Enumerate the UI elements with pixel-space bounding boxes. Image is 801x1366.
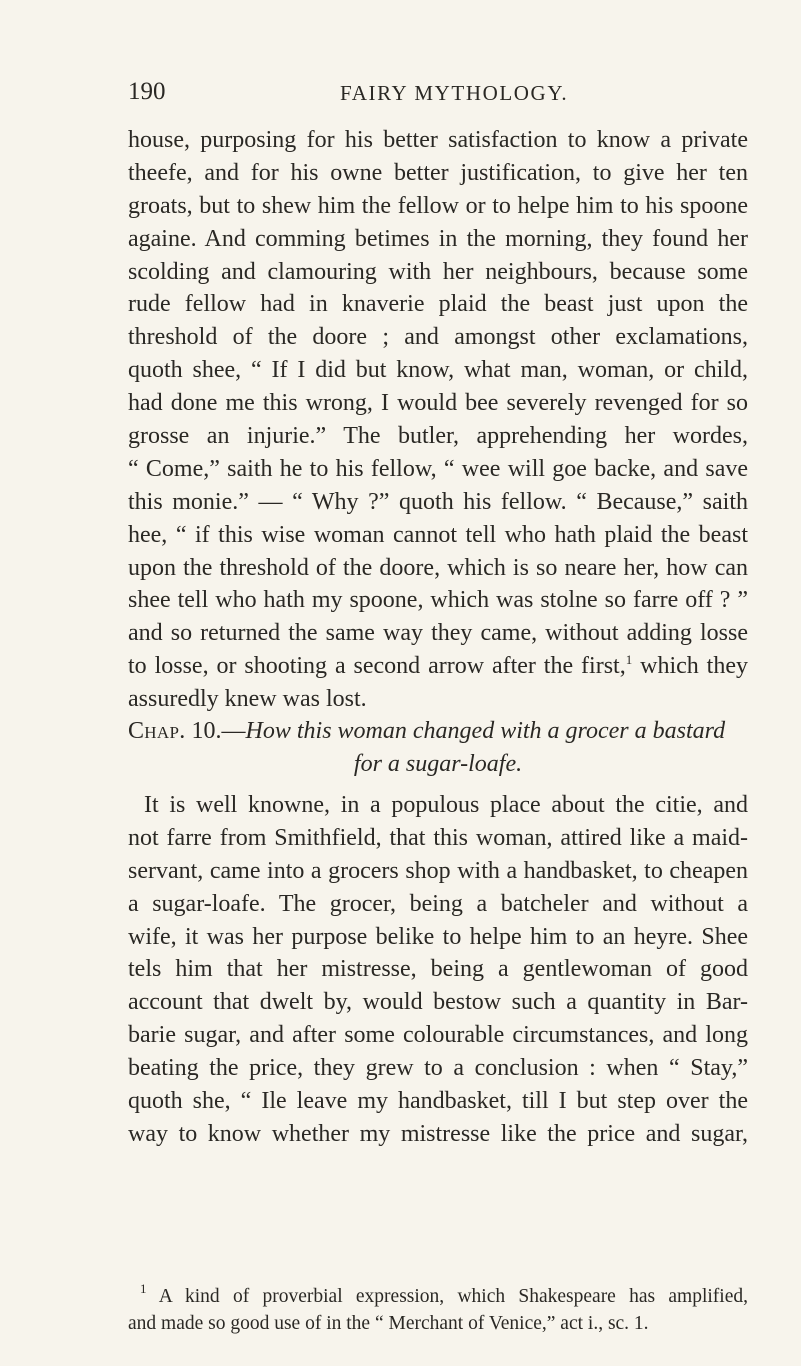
text-segment: which they [632, 653, 748, 680]
text-line: shee tell who hath my spoone, which was stolne so farre off ? ” [128, 587, 748, 614]
running-title: FAIRY MYTHOLOGY. [340, 81, 569, 105]
footnote-marker: 1 [140, 1281, 147, 1296]
text-line: not farre from Smithfield, that this woman, attired like a maid- [128, 824, 748, 851]
text-line: way to know whether my mistresse like the price and sugar, [128, 1120, 748, 1147]
text-line: rude fellow had in knaverie plaid the beast just upon the [128, 291, 748, 318]
text-line: It is well knowne, in a populous place about the citie, and [144, 792, 748, 818]
text-line: account that dwelt by, would bestow such a quantity in Bar- [128, 989, 748, 1016]
text-line: “ Come,” saith he to his fellow, “ wee will goe backe, and save [128, 455, 748, 482]
text-line: barie sugar, and after some colourable circumstances, and long [128, 1022, 748, 1049]
text-line: quoth shee, “ If I did but know, what man, woman, or child, [128, 357, 748, 384]
chapter-dash: — [221, 718, 246, 744]
chapter-label: Chap. [128, 718, 186, 744]
text-line-with-footnote [128, 650, 748, 683]
text-line: a sugar-loafe. The grocer, being a batcheler and without a [128, 890, 748, 917]
text-line: house, purposing for his better satisfaction to know a private [128, 127, 748, 153]
text-line: had done me this wrong, I would bee severely revenged for so [128, 390, 748, 417]
text-line: and so returned the same way they came, without adding losse [128, 620, 748, 647]
footnote-text: A kind of proverbial expression, which Shakespeare has amplified, [146, 1286, 748, 1307]
footnote-line [128, 1283, 748, 1310]
chapter-number: 10. [191, 718, 222, 744]
text-line: wife, it was her purpose belike to helpe him to an heyre. Shee [128, 923, 748, 950]
footnote-line: and made so good use of in the “ Merchant of Venice,” act i., sc. 1. [128, 1313, 649, 1334]
text-line: tels him that her mistresse, being a gentlewoman of good [128, 956, 748, 983]
footnote-reference[interactable]: 1 [625, 652, 633, 668]
text-line: beating the price, they grew to a conclusion : when “ Stay,” [128, 1055, 748, 1082]
text-line: assuredly knew was lost. [128, 686, 367, 713]
text-line: againe. And comming betimes in the morning, they found her [128, 225, 748, 252]
text-line: threshold of the doore ; and amongst other exclamations, [128, 324, 748, 351]
page-number: 190 [128, 78, 166, 105]
text-line: servant, came into a grocers shop with a handbasket, to cheapen [128, 857, 748, 884]
text-line: grosse an injurie.” The butler, apprehending her wordes, [128, 423, 748, 450]
chapter-heading-line [128, 715, 748, 748]
text-segment: to losse, or shooting a second arrow after the first, [128, 653, 626, 680]
text-line: quoth she, “ Ile leave my handbasket, till I but step over the [128, 1088, 748, 1115]
chapter-heading [128, 715, 748, 781]
text-line: this monie.” — “ Why ?” quoth his fellow. “ Because,” saith [128, 488, 748, 515]
footnote [128, 1283, 748, 1337]
running-head [128, 78, 748, 112]
text-line: theefe, and for his owne better justification, to give her ten [128, 159, 748, 186]
chapter-title-continuation: for a sugar-loafe. [353, 751, 523, 777]
text-line: hee, “ if this wise woman cannot tell who hath plaid the beast [128, 521, 748, 548]
paragraph-1 [128, 124, 748, 716]
text-line: scolding and clamouring with her neighbours, because some [128, 258, 748, 285]
chapter-title: How this woman changed with a grocer a bastard [245, 718, 726, 744]
text-line: groats, but to shew him the fellow or to helpe him to his spoone [128, 192, 748, 219]
paragraph-2 [128, 789, 748, 1151]
text-line: upon the threshold of the doore, which is so neare her, how can [128, 554, 748, 581]
